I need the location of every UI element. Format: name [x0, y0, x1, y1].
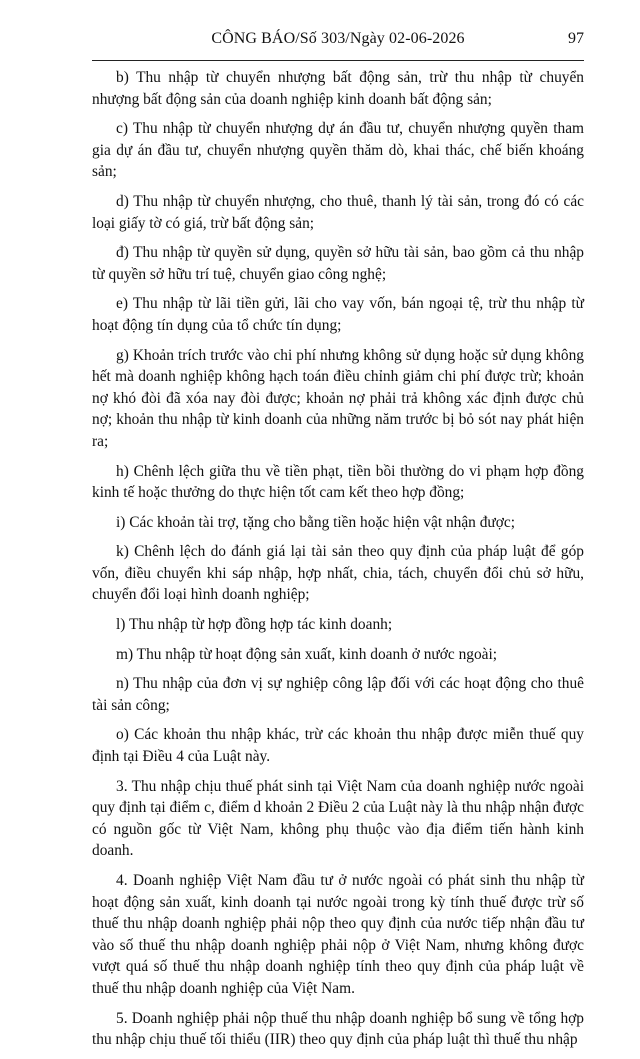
section-5: 5. Doanh nghiệp phải nộp thuế thu nhập doanh nghiệp bổ sung về tổng hợp thu nhập chịu thuế tối thiểu (IIR) theo quy định của pháp luật thì thuế thu nhập	[92, 1009, 584, 1049]
document-body	[92, 67, 584, 1059]
clause-e: e) Thu nhập từ lãi tiền gửi, lãi cho vay vốn, bán ngoại tệ, trừ thu nhập từ hoạt động tín dụng của tổ chức tín dụng;	[92, 295, 584, 334]
clause-dd: đ) Thu nhập từ quyền sử dụng, quyền sở hữu tài sản, bao gồm cả thu nhập từ quyền sở hữu trí tuệ, chuyển giao công nghệ;	[92, 244, 584, 283]
clause-l: l) Thu nhập từ hợp đồng hợp tác kinh doanh;	[116, 616, 393, 634]
clause-m: m) Thu nhập từ hoạt động sản xuất, kinh doanh ở nước ngoài;	[116, 645, 498, 663]
gazette-title: CÔNG BÁO/Số 303/Ngày 02-06-2026	[211, 30, 465, 47]
clause-c: c) Thu nhập từ chuyển nhượng dự án đầu tư, chuyển nhượng quyền tham gia dự án đầu tư, chuyển nhượng quyền thăm dò, khai thác, chế biến khoáng sản;	[92, 120, 584, 181]
clause-i: i) Các khoản tài trợ, tặng cho bằng tiền hoặc hiện vật nhận được;	[116, 513, 515, 531]
clause-k: k) Chênh lệch do đánh giá lại tài sản theo quy định của pháp luật để góp vốn, điều chuyển khi sáp nhập, hợp nhất, chia, tách, chuyển đổi chủ sở hữu, chuyển đổi loại hình doanh nghiệp;	[92, 543, 584, 604]
clause-n: n) Thu nhập của đơn vị sự nghiệp công lập đối với các hoạt động cho thuê tài sản công;	[92, 675, 584, 714]
page-number: 97	[568, 30, 584, 47]
clause-h: h) Chênh lệch giữa thu về tiền phạt, tiền bồi thường do vi phạm hợp đồng kinh tế hoặc thưởng do thực hiện tốt cam kết theo hợp đồng;	[92, 462, 584, 502]
clause-g: g) Khoản trích trước vào chi phí nhưng không sử dụng hoặc sử dụng không hết mà doanh nghiệp không hạch toán điều chỉnh giảm chi phí được trừ; khoản nợ khó đòi đã xóa nay đòi được; khoản nợ phải trả không xác định được chủ nợ; khoản thu nhập từ kinh doanh của những năm trước bị bỏ sót nay phát hiện ra;	[92, 346, 584, 450]
clause-o: o) Các khoản thu nhập khác, trừ các khoản thu nhập được miễn thuế quy định tại Điều 4 của Luật này.	[92, 726, 584, 766]
clause-d: d) Thu nhập từ chuyển nhượng, cho thuê, thanh lý tài sản, trong đó có các loại giấy tờ có giá, trừ bất động sản;	[92, 192, 584, 232]
clause-b: b) Thu nhập từ chuyển nhượng bất động sản, trừ thu nhập từ chuyển nhượng bất động sản của doanh nghiệp kinh doanh bất động sản;	[92, 69, 584, 108]
header-divider	[92, 60, 584, 61]
section-4: 4. Doanh nghiệp Việt Nam đầu tư ở nước ngoài có phát sinh thu nhập từ hoạt động sản xuất, kinh doanh tại nước ngoài trong kỳ tính thuế được trừ số thuế thu nhập doanh nghiệp phải nộp theo quy định của nước tiếp nhận đầu tư vào số thuế thu nhập doanh nghiệp phải nộp ở Việt Nam, nhưng không được vượt quá số thuế thu nhập doanh nghiệp tính theo quy định của pháp luật về thuế thu nhập doanh nghiệp của Việt Nam.	[92, 872, 584, 997]
page-header	[92, 30, 584, 56]
section-3: 3. Thu nhập chịu thuế phát sinh tại Việt Nam của doanh nghiệp nước ngoài quy định tại điểm c, điểm d khoản 2 Điều 2 của Luật này là thu nhập nhận được có nguồn gốc từ Việt Nam, không phụ thuộc vào địa điểm tiến hành kinh doanh.	[92, 777, 584, 860]
